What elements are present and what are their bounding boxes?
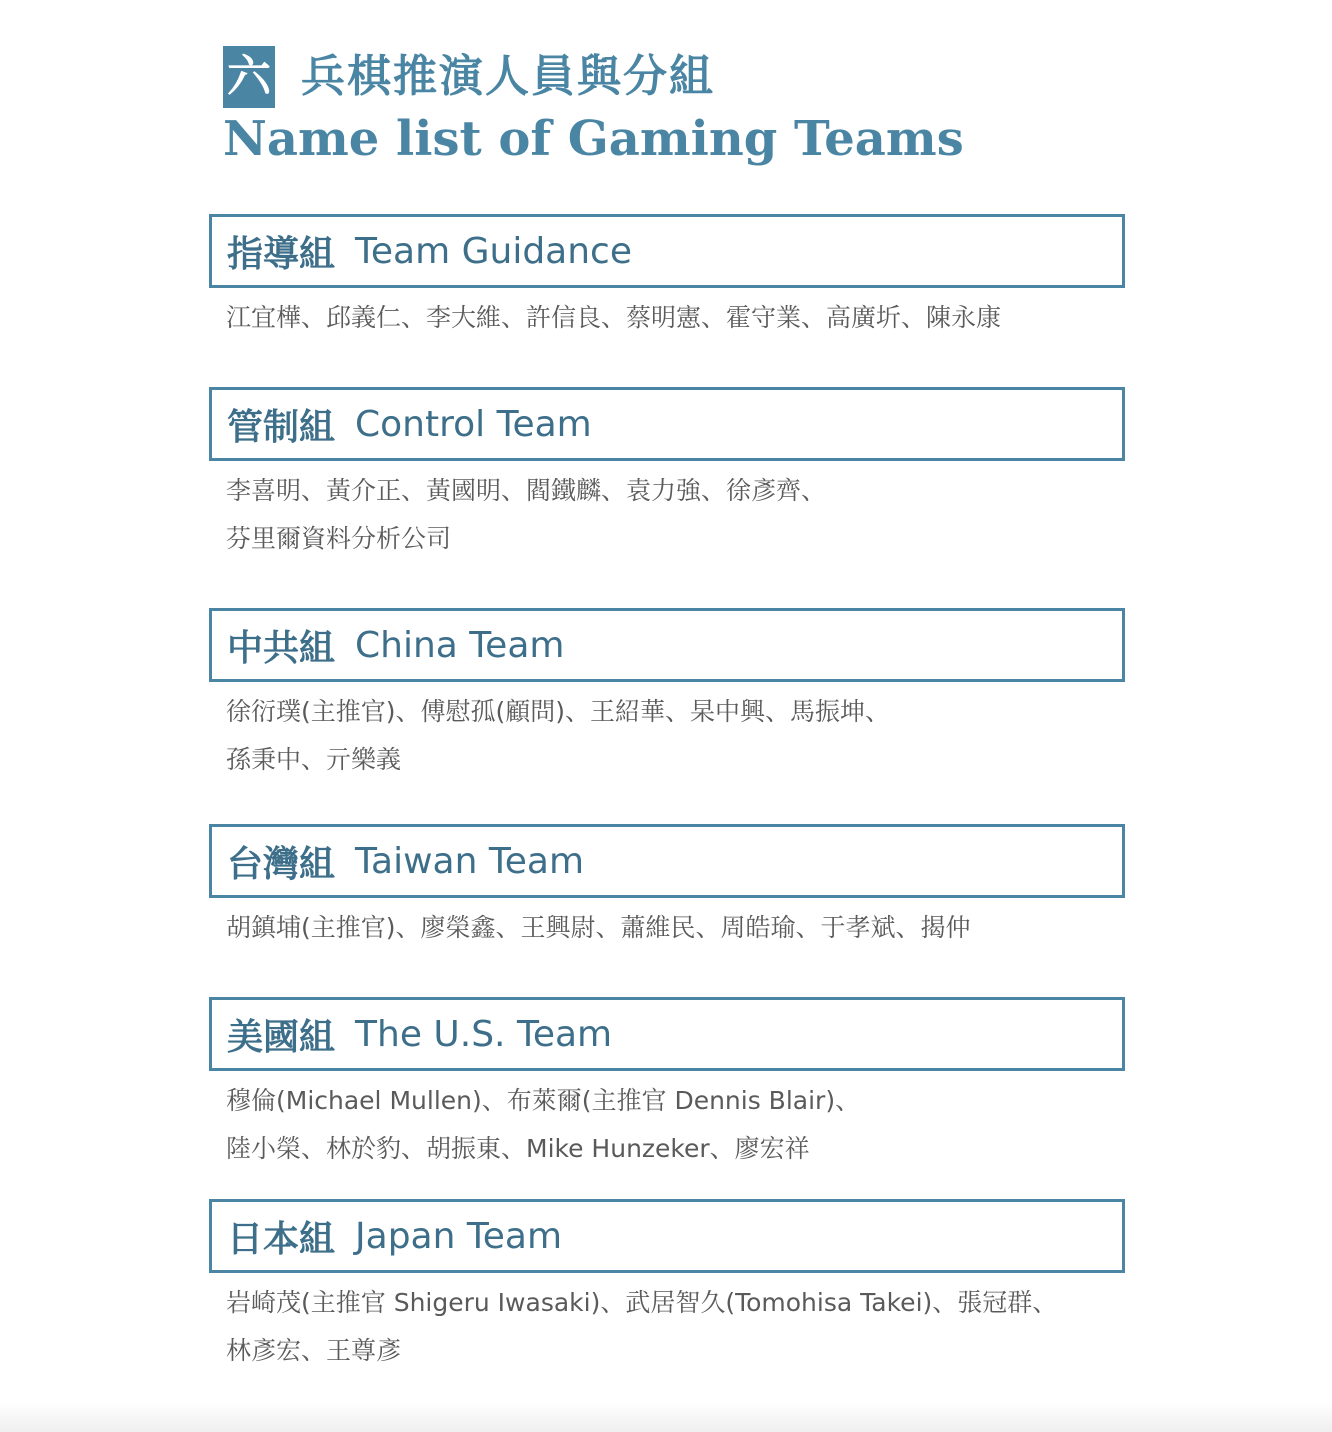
team-section-guidance: [209, 214, 1125, 342]
team-name-zh: 中共組: [227, 627, 336, 669]
title-row: [223, 46, 964, 108]
team-members: [209, 688, 1125, 784]
team-heading-box: [209, 1199, 1125, 1273]
page-title-en: Name list of Gaming Teams: [223, 111, 964, 167]
team-name-zh: 美國組: [227, 1016, 336, 1058]
page-title-zh: 兵棋推演人員與分組: [301, 51, 715, 102]
member-line: 胡鎮埔(主推官)、廖榮鑫、王興尉、蕭維民、周皓瑜、于孝斌、揭仲: [226, 913, 971, 942]
member-line: 陸小榮、林於豹、胡振東、Mike Hunzeker、廖宏祥: [226, 1134, 810, 1163]
team-members: [209, 904, 1125, 952]
team-name-en: Taiwan Team: [355, 840, 585, 882]
member-line: 岩崎茂(主推官 Shigeru Iwasaki)、武居智久(Tomohisa Takei)、張冠群、: [226, 1288, 1058, 1317]
member-line: 孫秉中、亓樂義: [226, 745, 402, 774]
member-line: 徐衍璞(主推官)、傅慰孤(顧問)、王紹華、杲中興、馬振坤、: [226, 697, 891, 726]
member-line: 李喜明、黃介正、黃國明、閻鐵麟、袁力強、徐彥齊、: [226, 476, 827, 505]
member-line: 芬里爾資料分析公司: [226, 524, 452, 553]
team-heading-box: [209, 608, 1125, 682]
team-members: [209, 467, 1125, 563]
section-number-badge: 六: [223, 46, 275, 108]
member-line: 穆倫(Michael Mullen)、布萊爾(主推官 Dennis Blair)、: [226, 1086, 861, 1115]
team-name-en: Team Guidance: [355, 230, 632, 272]
member-line: 江宜樺、邱義仁、李大維、許信良、蔡明憲、霍守業、高廣圻、陳永康: [226, 303, 1002, 332]
section-header: [223, 46, 964, 168]
team-members: [209, 1279, 1125, 1375]
team-name-en: The U.S. Team: [355, 1013, 613, 1055]
team-name-en: China Team: [355, 624, 565, 666]
team-heading-box: [209, 214, 1125, 288]
team-name-zh: 指導組: [227, 233, 336, 275]
team-section-japan: [209, 1199, 1125, 1375]
team-heading-box: [209, 997, 1125, 1071]
team-heading-box: [209, 387, 1125, 461]
team-section-control: [209, 387, 1125, 563]
team-section-us: [209, 997, 1125, 1173]
team-name-en: Japan Team: [355, 1215, 563, 1257]
team-section-china: [209, 608, 1125, 784]
team-members: [209, 294, 1125, 342]
team-name-en: Control Team: [355, 403, 592, 445]
team-name-zh: 管制組: [227, 406, 336, 448]
page-bottom-shade: [0, 1402, 1332, 1432]
team-members: [209, 1077, 1125, 1173]
team-name-zh: 日本組: [227, 1218, 336, 1260]
team-section-taiwan: [209, 824, 1125, 952]
team-name-zh: 台灣組: [227, 843, 336, 885]
team-heading-box: [209, 824, 1125, 898]
member-line: 林彥宏、王尊彥: [226, 1336, 402, 1365]
